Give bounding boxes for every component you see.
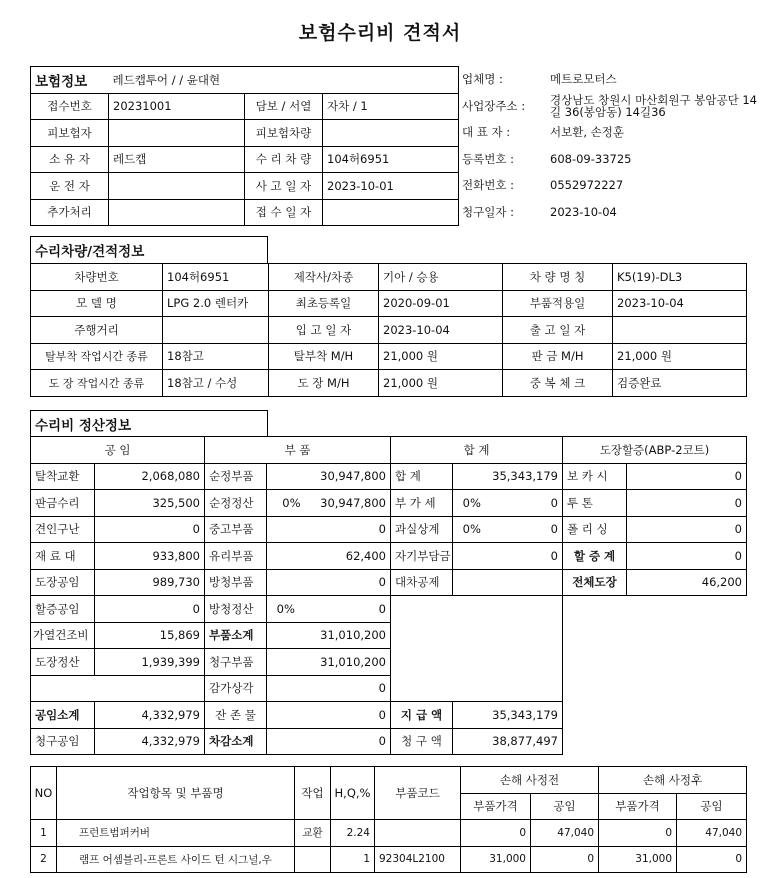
labor-label: 가열건조비	[31, 622, 95, 649]
col-head-paint: 도장할증(ABP-2코트)	[563, 437, 747, 464]
value: 608-09-33725	[550, 151, 632, 166]
claim-label: 청 구 액	[391, 728, 453, 755]
col-head-total: 합 계	[391, 437, 563, 464]
paint-label: 폴 리 싱	[563, 516, 627, 543]
document-title: 보험수리비 견적서	[298, 22, 462, 44]
total-label: 대차공제	[391, 569, 453, 596]
label: 접 수 일 자	[245, 199, 323, 226]
value: 20231001	[109, 93, 245, 120]
vehicle-row	[31, 290, 747, 317]
vehicle-row	[31, 317, 747, 344]
label: 부품적용일	[503, 290, 613, 317]
parts-value: 62,400	[267, 543, 391, 570]
value: 기아 / 승용	[379, 264, 503, 291]
company-row	[462, 119, 758, 146]
paint-value: 0	[627, 463, 747, 490]
blank-area	[563, 596, 747, 755]
head-before-labor: 공임	[531, 793, 599, 820]
parts-label: 잔 존 물	[205, 702, 267, 729]
labor-label: 청구공임	[31, 728, 95, 755]
settlement-row	[31, 596, 747, 623]
label: 운 전 자	[31, 173, 109, 200]
label: 사 고 일 자	[245, 173, 323, 200]
parts-value: 30,947,800	[305, 490, 391, 517]
item-after-part: 31,000	[599, 846, 677, 873]
total-value: 0	[453, 543, 563, 570]
head-after-labor: 공임	[677, 793, 747, 820]
settlement-header: 수리비 정산정보	[31, 411, 268, 437]
label: 등록번호 :	[462, 151, 514, 166]
parts-value: 0	[267, 569, 391, 596]
labor-value: 989,730	[95, 569, 205, 596]
value: 21,000 원	[613, 343, 747, 370]
value	[109, 173, 245, 200]
head-after-part-price: 부품가격	[599, 793, 677, 820]
insurance-info-table	[30, 66, 459, 226]
item-before-labor: 47,040	[531, 820, 599, 847]
value	[109, 199, 245, 226]
item-after-labor: 0	[677, 846, 747, 873]
label: 차량번호	[31, 264, 163, 291]
parts-value: 0	[267, 728, 391, 755]
total-value: 35,343,179	[453, 463, 563, 490]
settlement-header-box	[30, 410, 268, 437]
item-work: 교환	[295, 820, 331, 847]
labor-value: 325,500	[95, 490, 205, 517]
company-row	[462, 146, 758, 173]
parts-label: 차감소계	[205, 728, 267, 755]
label: 사업장주소 :	[462, 98, 526, 113]
value: 2023-10-04	[550, 204, 617, 219]
value	[613, 317, 747, 344]
settlement-row	[31, 516, 747, 543]
parts-label: 유리부품	[205, 543, 267, 570]
label: 담보 / 서열	[245, 93, 323, 120]
item-hq: 1	[331, 846, 375, 873]
paint-value: 0	[627, 516, 747, 543]
value: 자차 / 1	[323, 93, 459, 120]
label: 도 장 작업시간 종류	[31, 370, 163, 397]
labor-value: 4,332,979	[95, 728, 205, 755]
head-before-part-price: 부품가격	[461, 793, 531, 820]
label: 출 고 일 자	[503, 317, 613, 344]
table-row	[31, 846, 747, 873]
insurance-header-value: 레드캡투어 / / 윤대현	[109, 67, 459, 94]
item-hq: 2.24	[331, 820, 375, 847]
head-work: 작업	[295, 767, 331, 820]
label: 업체명 :	[462, 72, 503, 87]
company-row	[462, 172, 758, 199]
paint-value: 0	[627, 490, 747, 517]
item-name: 프런트범퍼커버	[57, 820, 295, 847]
item-work	[295, 846, 331, 873]
paint-value: 46,200	[627, 569, 747, 596]
item-no: 1	[31, 820, 57, 847]
value: 104허6951	[163, 264, 269, 291]
parts-value: 0	[267, 702, 391, 729]
vehicle-header: 수리차량/견적정보	[31, 237, 268, 264]
value: 레드캡	[109, 146, 245, 173]
labor-label: 공임소계	[31, 702, 95, 729]
value: 18참고	[163, 343, 269, 370]
value: 0552972227	[550, 178, 624, 193]
vehicle-info-table	[30, 263, 747, 397]
settlement-row	[31, 463, 747, 490]
labor-label: 도장공임	[31, 569, 95, 596]
labor-label: 도장정산	[31, 649, 95, 676]
parts-value: 31,010,200	[267, 622, 391, 649]
parts-label: 순정부품	[205, 463, 267, 490]
labor-label: 재 료 대	[31, 543, 95, 570]
parts-label: 감가상각	[205, 675, 267, 702]
label: 최초등록일	[269, 290, 379, 317]
settlement-table	[30, 436, 747, 755]
value: 104허6951	[323, 146, 459, 173]
company-row	[462, 66, 758, 93]
item-after-part: 0	[599, 820, 677, 847]
item-before-part: 31,000	[461, 846, 531, 873]
total-label: 과실상계	[391, 516, 453, 543]
labor-label: 탈착교환	[31, 463, 95, 490]
total-label: 부 가 세	[391, 490, 453, 517]
value	[163, 317, 269, 344]
item-no: 2	[31, 846, 57, 873]
label: 제작사/차종	[269, 264, 379, 291]
label: 수 리 차 량	[245, 146, 323, 173]
value	[323, 120, 459, 147]
insurance-row	[31, 93, 459, 120]
vehicle-row	[31, 343, 747, 370]
total-value: 0	[491, 490, 563, 517]
vehicle-header-box	[30, 236, 268, 263]
insurance-row	[31, 199, 459, 226]
label: 판 금 M/H	[503, 343, 613, 370]
paint-label: 보 카 시	[563, 463, 627, 490]
paint-label: 할 증 계	[563, 543, 627, 570]
settlement-col-heads	[31, 437, 747, 464]
labor-label: 판금수리	[31, 490, 95, 517]
value: 18참고 / 수성	[163, 370, 269, 397]
labor-value: 15,869	[95, 622, 205, 649]
pay-label: 지 급 액	[391, 702, 453, 729]
table-row	[31, 820, 747, 847]
head-before: 손해 사정전	[461, 767, 599, 794]
insurance-row	[31, 146, 459, 173]
label: 탈부착 작업시간 종류	[31, 343, 163, 370]
value: 2020-09-01	[379, 290, 503, 317]
parts-label: 중고부품	[205, 516, 267, 543]
parts-label: 청구부품	[205, 649, 267, 676]
parts-value: 30,947,800	[267, 463, 391, 490]
items-head-row-1	[31, 767, 747, 794]
paint-label: 전체도장	[563, 569, 627, 596]
vehicle-row	[31, 370, 747, 397]
item-before-labor: 0	[531, 846, 599, 873]
value: 메트로모터스	[550, 72, 617, 87]
value: 경상남도 창원시 마산회원구 봉암공단 14길 36(봉암동) 14길36	[550, 92, 757, 119]
item-code: 92304L2100	[375, 846, 461, 873]
label: 소 유 자	[31, 146, 109, 173]
labor-blank	[31, 675, 205, 702]
total-label: 자기부담금	[391, 543, 453, 570]
settlement-row	[31, 543, 747, 570]
parts-label: 부품소계	[205, 622, 267, 649]
company-info	[462, 66, 758, 225]
head-after: 손해 사정후	[599, 767, 747, 794]
label: 접수번호	[31, 93, 109, 120]
label: 탈부착 M/H	[269, 343, 379, 370]
label: 차 량 명 칭	[503, 264, 613, 291]
col-head-parts: 부 품	[205, 437, 391, 464]
parts-value: 0	[267, 675, 391, 702]
total-value	[453, 569, 563, 596]
parts-pct: 0%	[267, 596, 305, 623]
value	[109, 120, 245, 147]
labor-label: 할증공임	[31, 596, 95, 623]
label: 입 고 일 자	[269, 317, 379, 344]
total-value: 0	[491, 516, 563, 543]
value: 검증완료	[613, 370, 747, 397]
parts-label: 방청부품	[205, 569, 267, 596]
parts-value: 31,010,200	[267, 649, 391, 676]
label: 대 표 자 :	[462, 125, 511, 140]
labor-value: 1,939,399	[95, 649, 205, 676]
value: 21,000 원	[379, 370, 503, 397]
labor-value: 4,332,979	[95, 702, 205, 729]
insurance-header: 보험정보	[31, 67, 109, 94]
label: 피보험차량	[245, 120, 323, 147]
head-name: 작업항목 및 부품명	[57, 767, 295, 820]
labor-value: 933,800	[95, 543, 205, 570]
insurance-row	[31, 173, 459, 200]
label: 추가처리	[31, 199, 109, 226]
value: K5(19)-DL3	[613, 264, 747, 291]
label: 전화번호 :	[462, 178, 514, 193]
item-after-labor: 47,040	[677, 820, 747, 847]
label: 주행거리	[31, 317, 163, 344]
total-pct: 0%	[453, 516, 491, 543]
item-code	[375, 820, 461, 847]
claim-value: 38,877,497	[453, 728, 563, 755]
total-label: 합 계	[391, 463, 453, 490]
item-name: 램프 어셈블리-프론트 사이드 턴 시그널,우	[57, 846, 295, 873]
parts-label: 순정정산	[205, 490, 267, 517]
company-row	[462, 199, 758, 226]
settlement-row	[31, 569, 747, 596]
label: 중 복 체 크	[503, 370, 613, 397]
total-pct: 0%	[453, 490, 491, 517]
label: 모 델 명	[31, 290, 163, 317]
item-before-part: 0	[461, 820, 531, 847]
parts-value: 0	[267, 516, 391, 543]
blank-cell	[391, 596, 563, 702]
value: 서보환, 손정훈	[550, 125, 624, 140]
value: 2023-10-04	[613, 290, 747, 317]
value: 2023-10-04	[379, 317, 503, 344]
head-hq: H,Q,%	[331, 767, 375, 820]
head-no: NO	[31, 767, 57, 820]
company-row	[462, 93, 758, 120]
vehicle-row	[31, 264, 747, 291]
value	[323, 199, 459, 226]
parts-label: 방청정산	[205, 596, 267, 623]
labor-label: 견인구난	[31, 516, 95, 543]
items-table	[30, 766, 747, 873]
col-head-labor: 공 임	[31, 437, 205, 464]
parts-value: 0	[305, 596, 391, 623]
paint-label: 투 톤	[563, 490, 627, 517]
labor-value: 0	[95, 516, 205, 543]
value: LPG 2.0 렌터카	[163, 290, 269, 317]
head-code: 부품코드	[375, 767, 461, 820]
parts-pct: 0%	[267, 490, 305, 517]
settlement-row	[31, 490, 747, 517]
labor-value: 0	[95, 596, 205, 623]
label: 청구일자 :	[462, 204, 514, 219]
insurance-row	[31, 120, 459, 147]
label: 도 장 M/H	[269, 370, 379, 397]
pay-value: 35,343,179	[453, 702, 563, 729]
paint-value: 0	[627, 543, 747, 570]
label: 피보험자	[31, 120, 109, 147]
labor-value: 2,068,080	[95, 463, 205, 490]
value: 2023-10-01	[323, 173, 459, 200]
value: 21,000 원	[379, 343, 503, 370]
